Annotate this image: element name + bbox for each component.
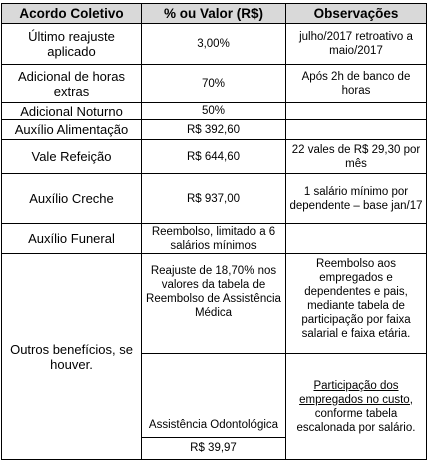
odonto-obs-underlined: Participação dos empregados no custo, (299, 379, 413, 406)
row-label: Adicional de horas extras (2, 65, 142, 103)
table-row (2, 65, 427, 103)
row-label: Adicional Noturno (2, 103, 142, 120)
odonto-value: R$ 39,97 (190, 442, 237, 454)
row-value: R$ 644,60 (142, 140, 286, 174)
row-obs (286, 224, 427, 254)
row-obs (286, 103, 427, 120)
header-observacoes: Observações (286, 4, 427, 24)
row-obs: Após 2h de banco de horas (286, 65, 427, 103)
row-obs: 22 vales de R$ 29,30 por mês (286, 140, 427, 174)
table-row (2, 224, 427, 254)
table-row-outros-medica (2, 254, 427, 354)
row-value: R$ 937,00 (142, 174, 286, 224)
table-row (2, 174, 427, 224)
row-obs (286, 120, 427, 140)
table-row (2, 24, 427, 65)
outros-label: Outros benefícios, se houver. (2, 254, 142, 460)
table-row (2, 140, 427, 174)
row-obs: 1 salário mínimo por dependente – base jan/17 (286, 174, 427, 224)
row-obs: julho/2017 retroativo a maio/2017 (286, 24, 427, 65)
odonto-name: Assistência Odontológica (148, 419, 279, 431)
row-label: Vale Refeição (2, 140, 142, 174)
header-acordo: Acordo Coletivo (2, 4, 142, 24)
row-label: Auxílio Funeral (2, 224, 142, 254)
row-value: R$ 392,60 (142, 120, 286, 140)
table-row (2, 120, 427, 140)
medica-value: Reajuste de 18,70% nos valores da tabela de Reembolso de Assistência Médica (142, 254, 286, 354)
row-label: Auxílio Alimentação (2, 120, 142, 140)
row-value: 3,00% (142, 24, 286, 65)
medica-obs: Reembolso aos empregados e dependentes e pais, mediante tabela de participação por faixa salarial e faixa etária. (286, 254, 427, 354)
odonto-cell (142, 354, 286, 460)
benefits-table (1, 3, 427, 460)
row-label: Auxílio Creche (2, 174, 142, 224)
row-value: 50% (142, 103, 286, 120)
odonto-obs-rest: conforme tabela escalonada por salário. (296, 407, 416, 434)
odonto-obs (286, 354, 427, 460)
header-valor: % ou Valor (R$) (142, 4, 286, 24)
table-header-row (2, 4, 427, 24)
row-value: 70% (142, 65, 286, 103)
row-label: Último reajuste aplicado (2, 24, 142, 65)
table-row (2, 103, 427, 120)
row-value: Reembolso, limitado a 6 salários mínimos (142, 224, 286, 254)
